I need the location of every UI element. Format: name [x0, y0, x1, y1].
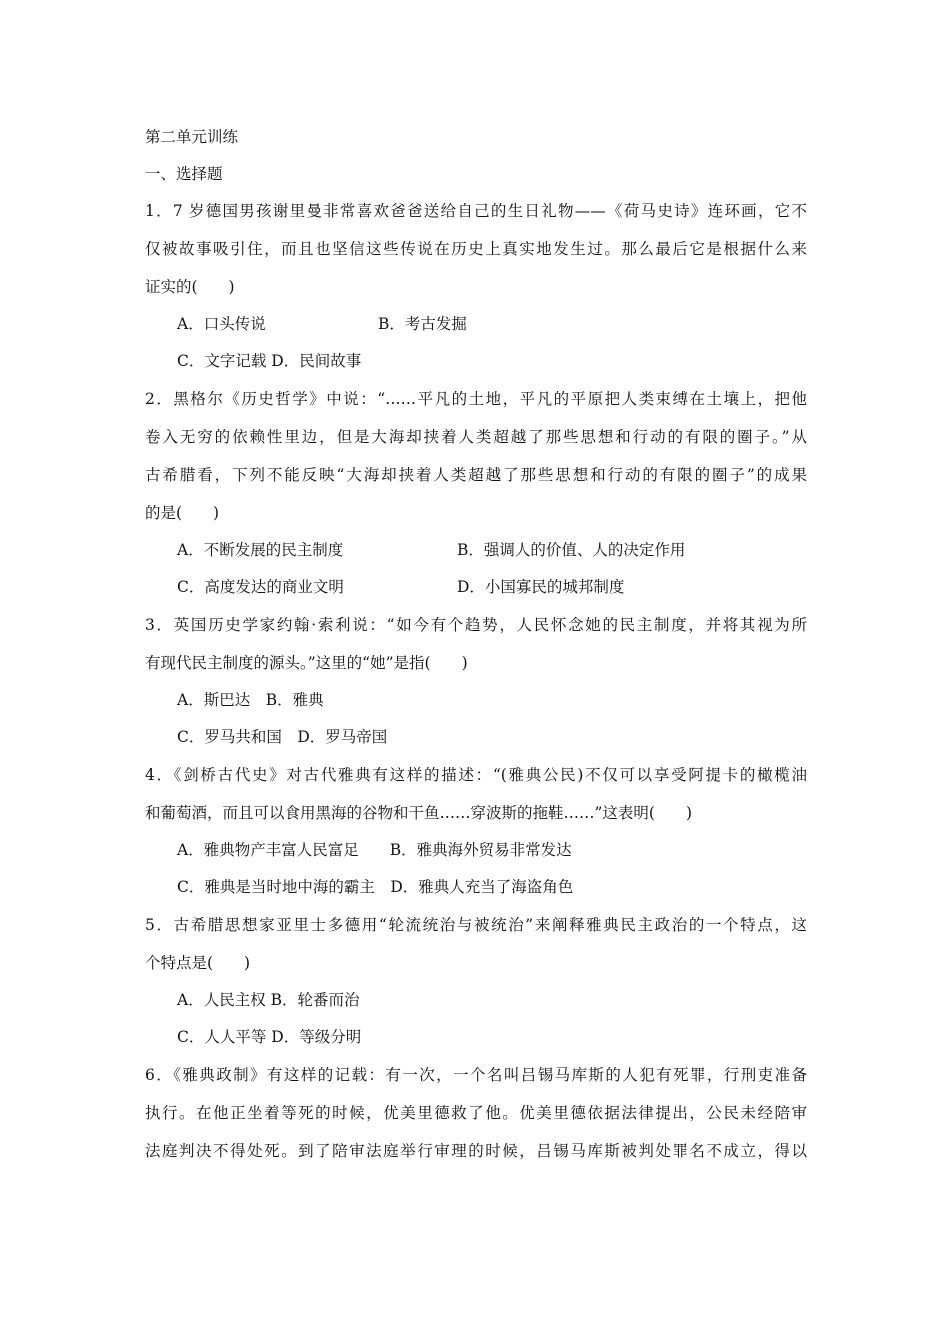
question-3 [145, 613, 807, 749]
question-6-line-3: 法庭判决不得处死。到了陪审法庭举行审理的时候，吕锡马库斯被判处罪名不成立，得以 [145, 1142, 807, 1160]
question-5-options-row-2: C．人人平等 D．等级分明 [177, 1028, 362, 1046]
option-b: B．强调人的价值、人的决定作用 [457, 541, 686, 559]
question-1 [145, 199, 807, 373]
question-2-line-4: 的是( ) [145, 504, 220, 522]
question-2-line-1: 2．黑格尔《历史哲学》中说：“……平凡的土地，平凡的平原把人类束缚在土壤上，把他 [145, 390, 807, 408]
question-1-line-1: 1．7 岁德国男孩谢里曼非常喜欢爸爸送给自己的生日礼物——《荷马史诗》连环画，它不 [145, 202, 807, 220]
document-body [145, 125, 807, 1163]
option-b: B．考古发掘 [378, 315, 467, 333]
question-3-line-2: 有现代民主制度的源头。”这里的“她”是指( ) [145, 654, 468, 672]
question-6-line-2: 执行。在他正坐着等死的时候，优美里德救了他。优美里德依据法律提出，公民未经陪审 [145, 1104, 807, 1122]
question-5-line-2: 个特点是( ) [145, 954, 251, 972]
question-5-options-row-1: A．人民主权 B．轮番而治 [177, 991, 360, 1009]
document-title: 第二单元训练 [145, 128, 239, 146]
question-4-options-row-1: A．雅典物产丰富人民富足 B．雅典海外贸易非常发达 [177, 841, 572, 859]
option-a: A．不断发展的民主制度 [177, 541, 344, 559]
section-heading: 一、选择题 [145, 165, 223, 183]
question-5-line-1: 5．古希腊思想家亚里士多德用“轮流统治与被统治”来阐释雅典民主政治的一个特点，这 [145, 916, 807, 934]
question-1-options-row-2: C．文字记载 D．民间故事 [177, 352, 362, 370]
option-c: C．高度发达的商业文明 [177, 578, 344, 596]
option-d: D．小国寡民的城邦制度 [457, 578, 625, 596]
question-4-line-2: 和葡萄酒，而且可以食用黑海的谷物和干鱼……穿波斯的拖鞋……”这表明( ) [145, 804, 693, 822]
question-2-line-2: 卷入无穷的依赖性里边，但是大海却挟着人类超越了那些思想和行动的有限的圈子。”从 [145, 428, 807, 446]
option-a: A．口头传说 [177, 315, 266, 333]
question-1-options-row-1 [145, 312, 807, 336]
question-2-options-row-2 [145, 575, 807, 599]
question-2-line-3: 古希腊看，下列不能反映“大海却挟着人类超越了那些思想和行动的有限的圈子”的成果 [145, 466, 807, 484]
question-1-line-2: 仅被故事吸引住，而且也坚信这些传说在历史上真实地发生过。那么最后它是根据什么来 [145, 240, 807, 258]
question-2 [145, 387, 807, 599]
question-3-line-1: 3．英国历史学家约翰·索利说：“如今有个趋势，人民怀念她的民主制度，并将其视为所 [145, 616, 807, 634]
question-3-options-row-1: A．斯巴达 B．雅典 [177, 691, 324, 709]
question-6 [145, 1063, 807, 1163]
question-4 [145, 763, 807, 899]
question-5 [145, 913, 807, 1049]
question-3-options-row-2: C．罗马共和国 D．罗马帝国 [177, 728, 388, 746]
question-2-options-row-1 [145, 538, 807, 562]
question-4-line-1: 4．《剑桥古代史》对古代雅典有这样的描述：“(雅典公民)不仅可以享受阿提卡的橄榄油 [145, 766, 807, 784]
question-1-line-3: 证实的( ) [145, 278, 235, 296]
question-6-line-1: 6．《雅典政制》有这样的记载：有一次，一个名叫吕锡马库斯的人犯有死罪，行刑吏准备 [145, 1066, 807, 1084]
question-4-options-row-2: C．雅典是当时地中海的霸主 D．雅典人充当了海盗角色 [177, 878, 574, 896]
